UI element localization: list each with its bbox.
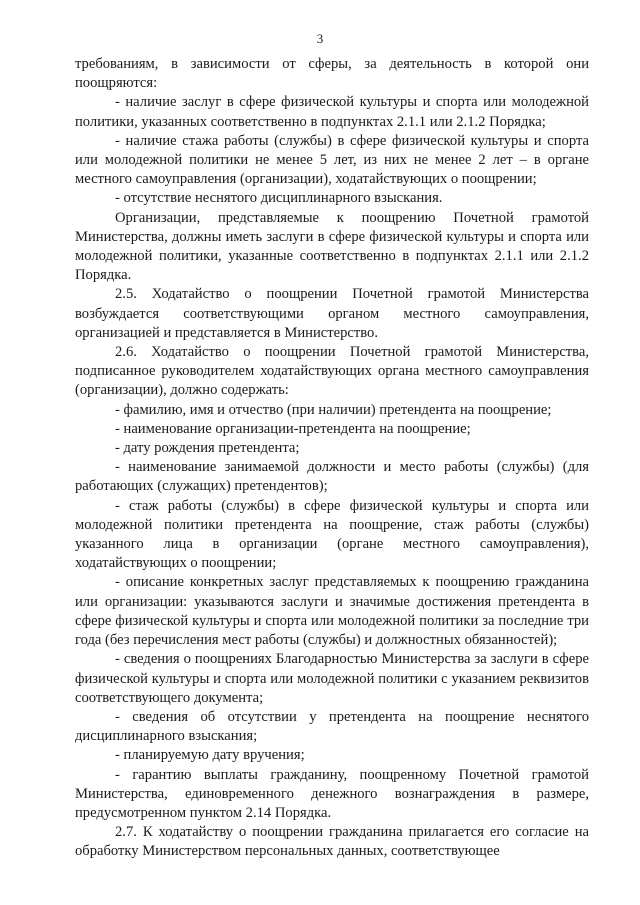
paragraph: - планируемую дату вручения;	[115, 747, 305, 764]
paragraph: 2.5. Ходатайство о поощрении Почетной грамотой Министерства возбуждается соответствующими органом местного самоуправления, организацией и представляется в Министерство.	[75, 286, 589, 341]
paragraph: - стаж работы (службы) в сфере физической культуры и спорта или молодежной политики претендента на поощрение, стаж работы (службы) указанного лица в организации (органе местного самоуправления), ходатайствующих о поощрении;	[75, 497, 589, 572]
paragraph: требованиям, в зависимости от сферы, за деятельность в которой они поощряются:	[75, 56, 589, 92]
paragraph: - фамилию, имя и отчество (при наличии) претендента на поощрение;	[115, 401, 552, 418]
paragraph: Организации, представляемые к поощрению Почетной грамотой Министерства, должны иметь заслуги в сфере физической культуры и спорта или молодежной политики, указанные соответственно в подпунктах 2.1.1 или 2.1.2 Порядка.	[75, 209, 589, 284]
paragraph: 2.7. К ходатайству о поощрении гражданина прилагается его согласие на обработку Министерством персональных данных, соответствующее	[75, 824, 589, 860]
page-number: 3	[316, 31, 324, 46]
paragraph: - описание конкретных заслуг представляемых к поощрению гражданина или организации: указываются заслуги и значимые достижения претендента в сфере физической культуры и спорта или молодежной политики за последние три года (без перечисления мест работы (службы) и должностных обязанностей);	[75, 574, 589, 649]
paragraph: - сведения об отсутствии у претендента на поощрение неснятого дисциплинарного взыскания;	[75, 708, 589, 745]
paragraph: - гарантию выплаты гражданину, поощренному Почетной грамотой Министерства, единовременного денежного вознаграждения в размере, предусмотренном пунктом 2.14 Порядка.	[75, 766, 589, 821]
paragraph: - наименование занимаемой должности и место работы (службы) (для работающих (служащих) претендентов);	[75, 459, 589, 495]
paragraph: - сведения о поощрениях Благодарностью Министерства за заслуги в сфере физической культуры и спорта или молодежной политики с указанием реквизитов соответствующего документа;	[75, 651, 589, 706]
paragraph: 2.6. Ходатайство о поощрении Почетной грамотой Министерства, подписанное руководителем ходатайствующих органа местного самоуправления (организации), должно содержать:	[75, 344, 589, 399]
paragraph: - наличие стажа работы (службы) в сфере физической культуры и спорта или молодежной политики не менее 5 лет, из них не менее 2 лет – в органе местного самоуправления (организации), ходатайствующих о поощрении;	[75, 132, 589, 188]
paragraph: - отсутствие неснятого дисциплинарного взыскания.	[115, 190, 443, 207]
paragraph: - дату рождения претендента;	[115, 440, 300, 457]
document-body	[75, 55, 589, 862]
paragraph: - наличие заслуг в сфере физической культуры и спорта или молодежной политики, указанных соответственно в подпунктах 2.1.1 или 2.1.2 Порядка;	[75, 94, 589, 130]
paragraph: - наименование организации-претендента на поощрение;	[115, 420, 471, 437]
